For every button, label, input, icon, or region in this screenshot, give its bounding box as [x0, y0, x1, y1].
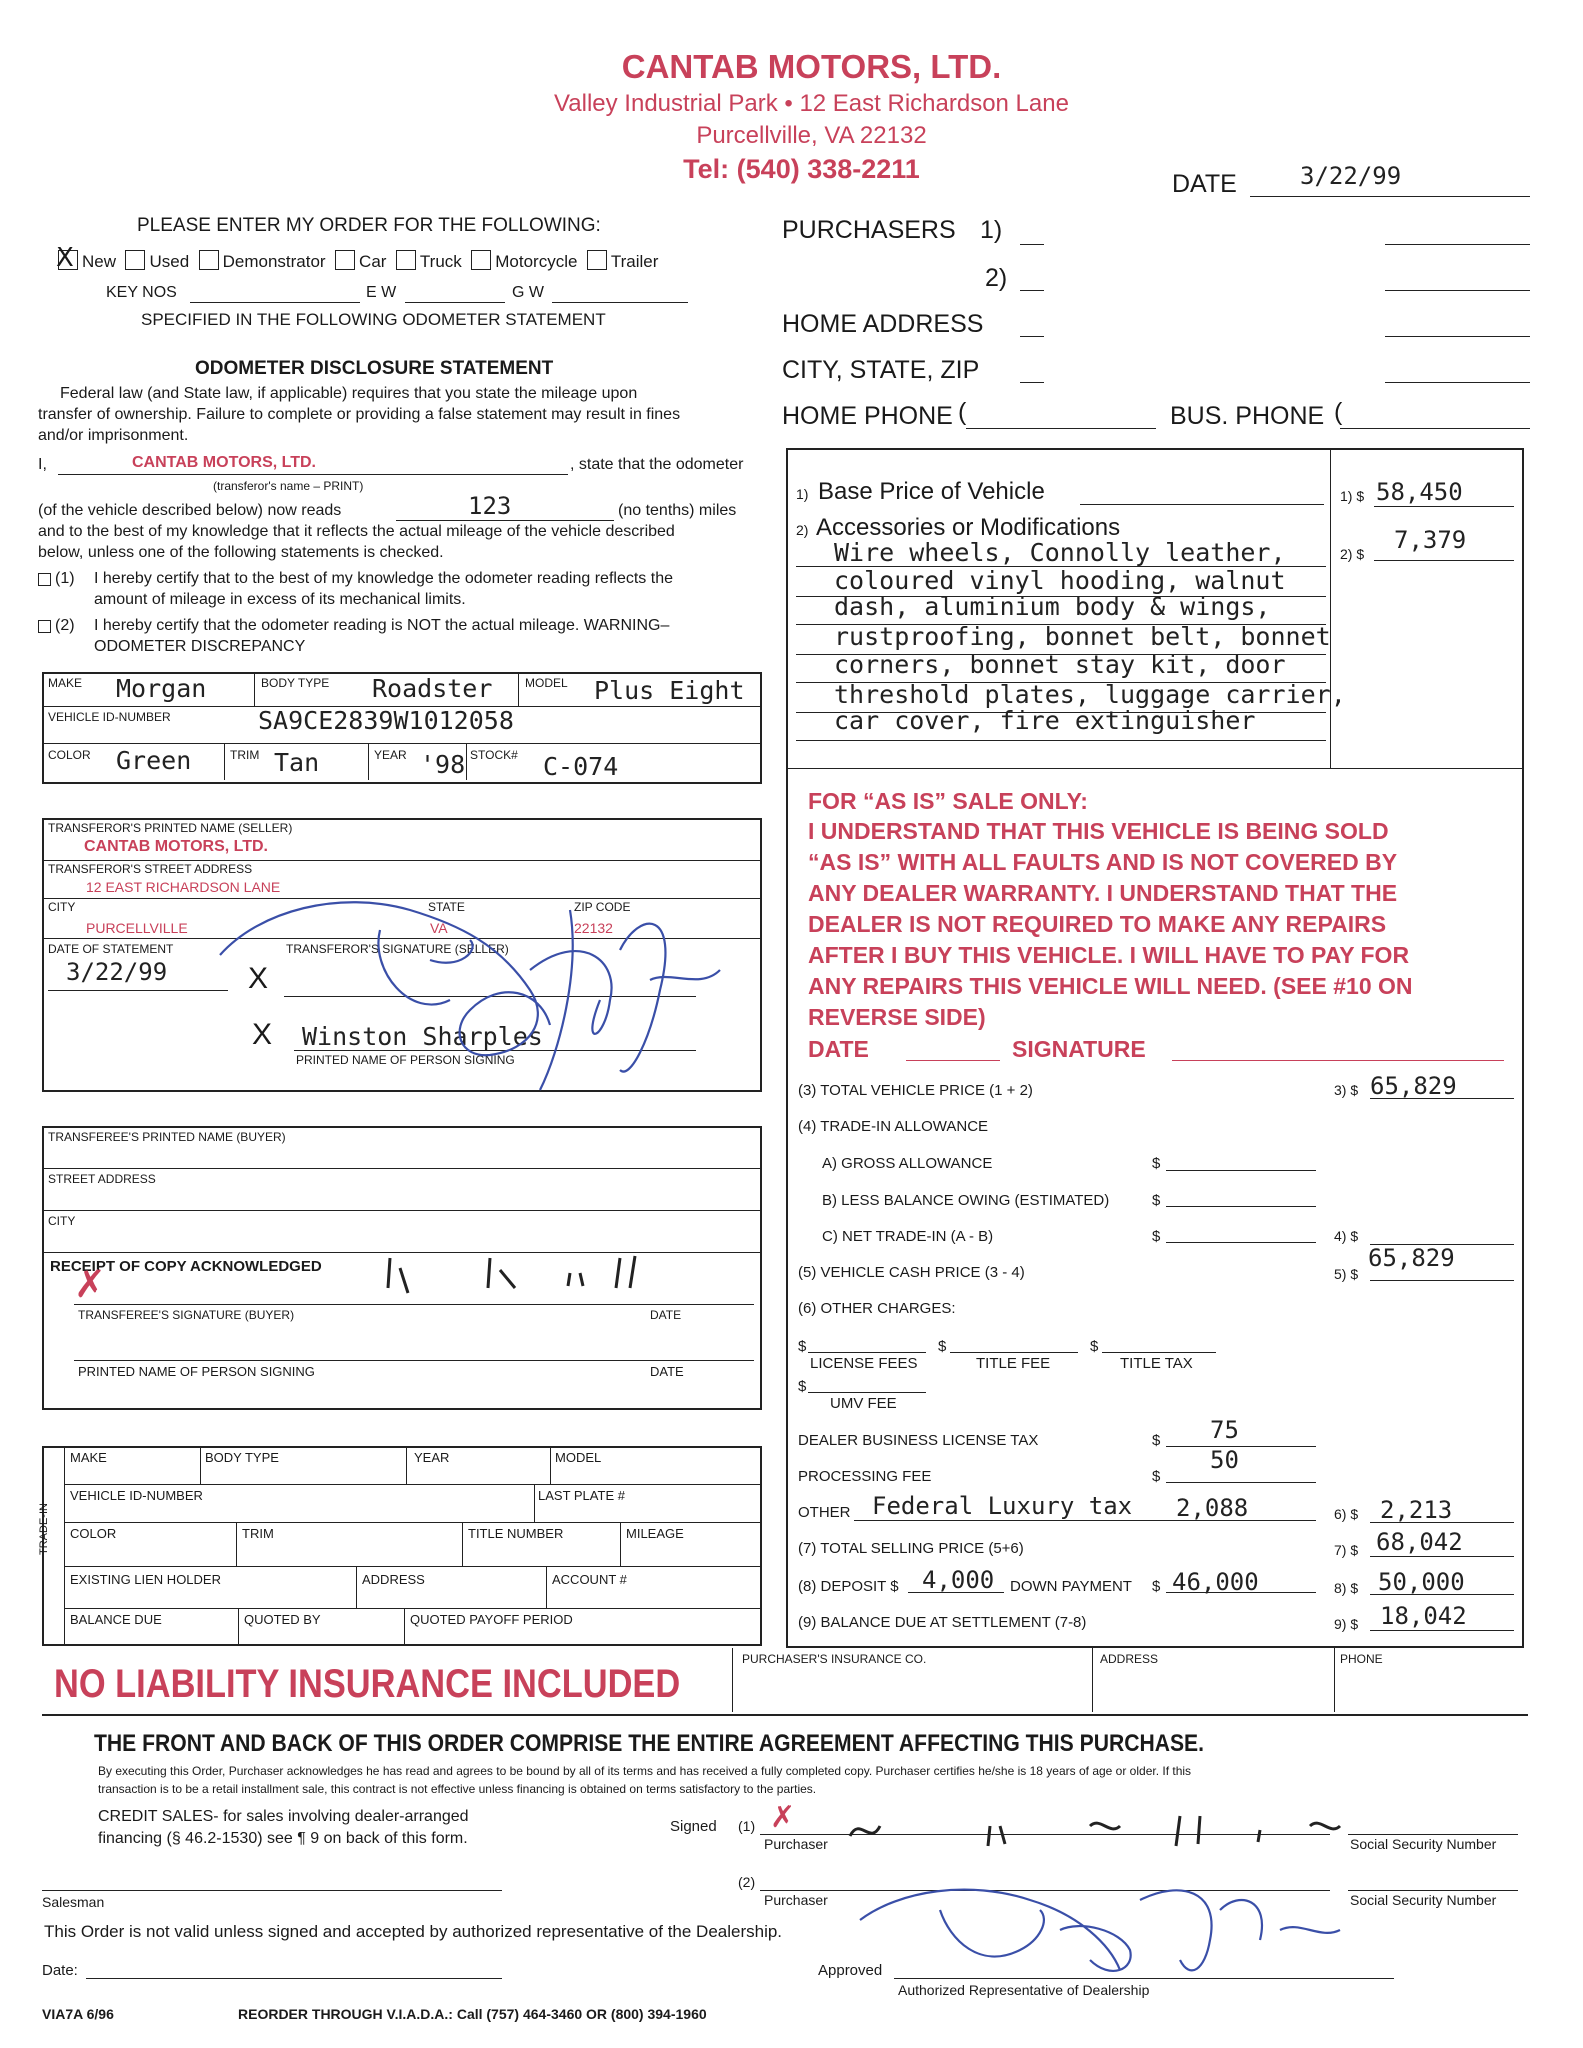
deposit-line	[908, 1592, 1004, 1593]
purchaser-2-num: (2)	[738, 1874, 756, 1890]
vehicle-col-sep-5	[466, 743, 467, 780]
vin-label: VEHICLE ID-NUMBER	[48, 710, 171, 724]
make-value[interactable]: Morgan	[116, 674, 207, 703]
acc-line[interactable]: corners, bonnet stay kit, door	[834, 650, 1286, 679]
as-is-line: REVERSE SIDE)	[808, 1004, 986, 1030]
buyer-name-label: TRANSFEREE'S PRINTED NAME (BUYER)	[48, 1130, 286, 1144]
balance-due-value[interactable]: 18,042	[1380, 1602, 1467, 1630]
seller-zip[interactable]: 22132	[574, 920, 613, 936]
date-value[interactable]: 3/22/99	[1300, 162, 1402, 190]
less-dollar: $	[1152, 1192, 1161, 1209]
as-is-line: ANY REPAIRS THIS VEHICLE WILL NEED. (SEE #10 ON	[808, 973, 1413, 999]
deposit-label: (8) DEPOSIT $	[798, 1578, 899, 1595]
checkbox-new[interactable]: X New	[56, 243, 117, 273]
title-fee-label: TITLE FEE	[976, 1355, 1051, 1372]
vin-value[interactable]: SA9CE2839W1012058	[258, 706, 514, 735]
tradein-color-label: COLOR	[70, 1526, 117, 1541]
title-tax-dollar: $	[1090, 1338, 1099, 1355]
tradein-model-label: MODEL	[555, 1450, 602, 1465]
total-vehicle-value[interactable]: 65,829	[1370, 1072, 1457, 1100]
color-value[interactable]: Green	[116, 746, 192, 775]
dealer-tax-value[interactable]: 75	[1210, 1416, 1239, 1444]
home-address-line[interactable]	[1020, 336, 1044, 337]
seller-state-label: STATE	[428, 900, 465, 914]
cash-price-label: (5) VEHICLE CASH PRICE (3 - 4)	[798, 1264, 1025, 1281]
license-fees-label: LICENSE FEES	[810, 1355, 918, 1372]
other-total-ref: 6) $	[1334, 1506, 1359, 1522]
license-fees-line[interactable]	[808, 1352, 926, 1353]
insurance-sep-2	[1092, 1648, 1093, 1712]
date-line	[1250, 196, 1530, 197]
model-label: MODEL	[525, 676, 568, 690]
buyer-printed-line[interactable]	[74, 1360, 754, 1361]
home-phone-label: HOME PHONE	[782, 402, 953, 430]
purchaser-1-label: 1)	[980, 216, 1003, 244]
home-address-line-b	[1385, 336, 1530, 337]
base-price-line-left	[1080, 504, 1324, 505]
agreement-text-2: transaction is to be a retail installment sale, this contract is not effective unless financing is obtained on terms satisfactory to the parties.	[98, 1782, 817, 1796]
checkbox-demonstrator[interactable]: Demonstrator	[199, 252, 326, 271]
umv-fee-line[interactable]	[808, 1392, 926, 1393]
ew-label: E W	[366, 284, 397, 301]
tradein-vin-label: VEHICLE ID-NUMBER	[70, 1488, 203, 1503]
tradein-col-sep-2	[406, 1446, 407, 1484]
stmt1-text-a: I hereby certify that to the best of my knowledge the odometer reading reflects the	[94, 570, 673, 587]
acc-line[interactable]: coloured vinyl hooding, walnut	[834, 566, 1286, 595]
base-price-line	[1374, 506, 1514, 507]
net-tradein-label: C) NET TRADE-IN (A - B)	[822, 1228, 994, 1245]
acc-ref: 2) $	[1340, 546, 1365, 562]
seller-street[interactable]: 12 EAST RICHARDSON LANE	[86, 879, 281, 895]
home-phone-line[interactable]	[966, 428, 1156, 429]
tradein-title-label: TITLE NUMBER	[468, 1526, 564, 1541]
less-balance-line[interactable]	[1166, 1206, 1316, 1207]
buyer-street-label: STREET ADDRESS	[48, 1172, 156, 1186]
balance-ref: 9) $	[1334, 1616, 1359, 1632]
tradein-col-sep-5	[236, 1522, 237, 1566]
trim-value[interactable]: Tan	[274, 748, 320, 777]
odometer-reading[interactable]: 123	[468, 492, 512, 520]
key-nos-label: KEY NOS	[106, 284, 177, 301]
acc-rule-7	[796, 740, 1326, 741]
net-dollar: $	[1152, 1228, 1161, 1245]
gw-line	[552, 302, 688, 303]
tradein-lien-label: EXISTING LIEN HOLDER	[70, 1572, 221, 1587]
base-ref: 1) $	[1340, 488, 1365, 504]
less-balance-label: B) LESS BALANCE OWING (ESTIMATED)	[822, 1192, 1110, 1209]
vehicle-col-sep-3	[224, 743, 225, 780]
purchasers-label: PURCHASERS	[782, 216, 956, 244]
model-value[interactable]: Plus Eight	[594, 676, 745, 705]
vehicle-col-sep-4	[368, 743, 369, 780]
tradein-last-plate-label: LAST PLATE #	[538, 1488, 625, 1503]
agreement-date-line[interactable]	[86, 1978, 502, 1979]
tradein-col-sep-1	[200, 1446, 201, 1484]
purchaser-1-line[interactable]	[1020, 244, 1044, 245]
accessories-line	[1374, 560, 1514, 561]
deposit-total-value[interactable]: 50,000	[1378, 1568, 1465, 1596]
other-description[interactable]: Federal Luxury tax	[872, 1492, 1133, 1520]
checkbox-trailer[interactable]: Trailer	[587, 252, 659, 271]
vehicle-row-sep-2	[42, 743, 760, 744]
acc-num: 2)	[796, 522, 809, 538]
dealer-address-1: Valley Industrial Park • 12 East Richardson Lane	[554, 90, 1069, 117]
other-line	[854, 1520, 1316, 1521]
pricing-row-sep	[786, 768, 1522, 769]
seller-signature-x: X	[248, 962, 269, 995]
odometer-i-label: I,	[38, 456, 47, 473]
acc-line[interactable]: threshold plates, luggage carrier,	[834, 680, 1346, 709]
acc-rule-2	[796, 596, 1326, 597]
odometer-reading-line	[396, 520, 614, 521]
purchaser-2-label: 2)	[985, 264, 1008, 292]
color-label: COLOR	[48, 748, 91, 762]
stmt1-text-b: amount of mileage in excess of its mechanical limits.	[94, 591, 466, 608]
seller-zip-label: ZIP CODE	[574, 900, 631, 914]
authorized-rep-label: Authorized Representative of Dealership	[898, 1982, 1150, 1998]
specified-text: SPECIFIED IN THE FOLLOWING ODOMETER STATEMENT	[141, 310, 606, 329]
dealer-tax-dollar: $	[1152, 1432, 1161, 1449]
seller-signature-label: TRANSFEROR'S SIGNATURE (SELLER)	[286, 942, 509, 956]
purchaser-1-ssn-line[interactable]	[1348, 1834, 1518, 1835]
no-tenths-text: (no tenths) miles	[618, 502, 737, 519]
acc-rule-5	[796, 682, 1326, 683]
purchaser-1-label: Purchaser	[764, 1836, 828, 1852]
down-payment-label: DOWN PAYMENT	[1010, 1578, 1132, 1595]
acc-line[interactable]: car cover, fire extinguisher	[834, 706, 1256, 735]
year-label: YEAR	[374, 748, 407, 762]
approved-label: Approved	[818, 1962, 883, 1979]
key-nos-line	[190, 302, 360, 303]
down-payment-line	[1166, 1592, 1316, 1593]
statement-date[interactable]: 3/22/99	[66, 958, 168, 986]
of-vehicle-text: (of the vehicle described below) now reads	[38, 502, 342, 519]
agreement-rule	[42, 1714, 1528, 1716]
dealer-tax-line	[1166, 1446, 1316, 1447]
as-is-title: FOR “AS IS” SALE ONLY:	[808, 788, 1088, 814]
tradein-trim-label: TRIM	[242, 1526, 274, 1541]
checkbox-truck[interactable]: Truck	[396, 252, 462, 271]
balance-due-label: (9) BALANCE DUE AT SETTLEMENT (7-8)	[798, 1614, 1087, 1631]
buyer-printed-date-label: DATE	[650, 1364, 684, 1379]
agreement-heading: THE FRONT AND BACK OF THIS ORDER COMPRISE THE ENTIRE AGREEMENT AFFECTING THIS PURCHASE.	[94, 1730, 1204, 1757]
purchaser-1-line-b	[1385, 244, 1530, 245]
insurance-sep-3	[1334, 1648, 1335, 1712]
tradein-side-label: TRADE-IN	[38, 1503, 50, 1555]
stmt2-text-a: I hereby certify that the odometer reading is NOT the actual mileage. WARNING–	[94, 617, 670, 634]
buyer-partial-signature	[380, 1248, 680, 1318]
umv-dollar: $	[798, 1378, 807, 1395]
home-phone-paren: (	[958, 398, 967, 426]
selling-ref: 7) $	[1334, 1542, 1359, 1558]
balance-due-line	[1370, 1630, 1514, 1631]
acc-rule-6	[796, 712, 1326, 713]
seller-city[interactable]: PURCELLVILLE	[86, 920, 188, 936]
processing-dollar: $	[1152, 1468, 1161, 1485]
credit-sales-1: CREDIT SALES- for sales involving dealer-arranged	[98, 1808, 469, 1825]
date-label: DATE	[1172, 170, 1237, 198]
odometer-title: ODOMETER DISCLOSURE STATEMENT	[195, 358, 554, 379]
city-state-zip-line-b	[1385, 382, 1530, 383]
seller-signature-scribble	[200, 850, 740, 1110]
buyer-row-sep-2	[42, 1210, 760, 1211]
total-vehicle-line	[1370, 1098, 1514, 1099]
salesman-label: Salesman	[42, 1894, 105, 1910]
acc-rule-3	[796, 624, 1326, 625]
body-type-value[interactable]: Roadster	[372, 674, 493, 703]
dealer-tax-label: DEALER BUSINESS LICENSE TAX	[798, 1432, 1039, 1449]
total-vehicle-ref: 3) $	[1334, 1082, 1359, 1098]
year-value[interactable]: '98	[420, 750, 466, 779]
as-is-signature-line[interactable]	[1172, 1060, 1504, 1061]
stock-label: STOCK#	[470, 748, 518, 762]
printed-name-label: PRINTED NAME OF PERSON SIGNING	[296, 1053, 515, 1067]
insurance-co-label: PURCHASER'S INSURANCE CO.	[742, 1652, 927, 1666]
processing-fee-label: PROCESSING FEE	[798, 1468, 932, 1485]
as-is-line: AFTER I BUY THIS VEHICLE. I WILL HAVE TO PAY FOR	[808, 942, 1410, 968]
bus-phone-label: BUS. PHONE	[1170, 402, 1325, 430]
city-state-zip-line[interactable]	[1020, 382, 1044, 383]
other-charges-label: (6) OTHER CHARGES:	[798, 1300, 956, 1317]
ew-line	[405, 302, 505, 303]
as-is-line: DEALER IS NOT REQUIRED TO MAKE ANY REPAIRS	[808, 911, 1387, 937]
body-type-label: BODY TYPE	[261, 676, 330, 690]
checkbox-motorcycle[interactable]: Motorcycle	[471, 252, 577, 271]
tradein-col-sep-10	[238, 1608, 239, 1644]
purchaser-1-num: (1)	[738, 1818, 756, 1834]
purchaser-2-label: Purchaser	[764, 1892, 828, 1908]
processing-fee-value[interactable]: 50	[1210, 1446, 1239, 1474]
cash-price-value[interactable]: 65,829	[1368, 1244, 1455, 1272]
pricing-col-sep	[1330, 448, 1331, 768]
tradein-col-sep-6	[462, 1522, 463, 1566]
tradein-body-label: BODY TYPE	[205, 1450, 279, 1465]
purchaser-2-ssn-label: Social Security Number	[1350, 1892, 1497, 1908]
umv-fee-label: UMV FEE	[830, 1395, 897, 1412]
gross-allowance-label: A) GROSS ALLOWANCE	[822, 1155, 993, 1172]
title-tax-line[interactable]	[1102, 1352, 1216, 1353]
seller-city-label: CITY	[48, 900, 76, 914]
other-amount[interactable]: 2,088	[1176, 1494, 1249, 1522]
total-vehicle-label: (3) TOTAL VEHICLE PRICE (1 + 2)	[798, 1082, 1033, 1099]
agreement-text-1: By executing this Order, Purchaser acknowledges he has read and agrees to be bound by all of its terms and has received a fully completed copy. Purchaser certifies he/she is 18 years of age or older. If this	[98, 1764, 1192, 1778]
printed-signer-x: X	[252, 1018, 273, 1051]
buyer-city-label: CITY	[48, 1214, 76, 1228]
acc-line[interactable]: dash, aluminium body & wings,	[834, 592, 1271, 621]
bus-phone-paren: (	[1334, 398, 1343, 426]
home-address-label: HOME ADDRESS	[782, 310, 984, 338]
purchaser-partial-signature	[840, 1796, 1360, 1856]
tradein-mileage-label: MILEAGE	[626, 1526, 684, 1541]
tradein-account-label: ACCOUNT #	[552, 1572, 627, 1587]
transferor-line	[58, 474, 568, 475]
tradein-col-sep-9	[546, 1566, 547, 1608]
agreement-date-label: Date:	[42, 1962, 78, 1979]
dealer-tel: Tel: (540) 338-2211	[683, 154, 920, 184]
tradein-col-sep-8	[356, 1566, 357, 1608]
as-is-line: I UNDERSTAND THAT THIS VEHICLE IS BEING SOLD	[808, 818, 1389, 844]
tradein-balance-label: BALANCE DUE	[70, 1612, 162, 1627]
tradein-allowance-label: (4) TRADE-IN ALLOWANCE	[798, 1118, 989, 1135]
odometer-law-2: transfer of ownership. Failure to complete or providing a false statement may result in fines	[38, 406, 681, 423]
reorder-text: REORDER THROUGH V.I.A.D.A.: Call (757) 464-3460 OR (800) 394-1960	[238, 2006, 707, 2022]
net-ref: 4) $	[1334, 1228, 1359, 1244]
knowledge-text-2: below, unless one of the following statements is checked.	[38, 544, 444, 561]
dealer-address-2: Purcellville, VA 22132	[696, 122, 927, 149]
other-total-value[interactable]: 2,213	[1380, 1496, 1453, 1524]
selling-price-value[interactable]: 68,042	[1376, 1528, 1463, 1556]
seller-street-label: TRANSFEROR'S STREET ADDRESS	[48, 862, 253, 876]
tradein-payoff-label: QUOTED PAYOFF PERIOD	[410, 1612, 573, 1627]
as-is-signature-label: SIGNATURE	[1012, 1036, 1146, 1062]
as-is-line: “AS IS” WITH ALL FAULTS AND IS NOT COVERED BY	[808, 849, 1398, 875]
as-is-line: ANY DEALER WARRANTY. I UNDERSTAND THAT THE	[808, 880, 1398, 906]
insurance-phone-label: PHONE	[1340, 1652, 1383, 1666]
as-is-date-label: DATE	[808, 1036, 869, 1062]
gross-allowance-line[interactable]	[1166, 1170, 1316, 1171]
odometer-state-that: , state that the odometer	[570, 456, 744, 473]
stock-value[interactable]: C-074	[543, 752, 619, 781]
dealer-approval-signature	[820, 1860, 1380, 1990]
seller-state[interactable]: VA	[430, 920, 448, 936]
title-fee-dollar: $	[938, 1338, 947, 1355]
acc-rule-1	[796, 566, 1326, 567]
salesman-line[interactable]	[42, 1890, 502, 1891]
acc-rule-4	[796, 654, 1326, 655]
other-label: OTHER	[798, 1504, 851, 1521]
title-tax-label: TITLE TAX	[1120, 1355, 1193, 1372]
net-tradein-line[interactable]	[1166, 1242, 1316, 1243]
tradein-col-sep-7	[620, 1522, 621, 1566]
base-num: 1)	[796, 486, 809, 502]
down-payment-value[interactable]: 46,000	[1172, 1568, 1259, 1596]
form-number: VIA7A 6/96	[42, 2006, 114, 2022]
title-fee-line[interactable]	[950, 1352, 1078, 1353]
odometer-statement-1[interactable]: (1)	[38, 570, 75, 588]
tradein-side-sep	[64, 1446, 65, 1644]
tradein-row-sep-1	[64, 1484, 760, 1485]
odometer-law-1: Federal law (and State law, if applicable) requires that you state the mileage upon	[60, 385, 638, 402]
other-total-line	[1370, 1522, 1514, 1523]
seller-name-label: TRANSFEROR'S PRINTED NAME (SELLER)	[48, 821, 293, 835]
vehicle-col-sep-1	[254, 672, 255, 706]
tradein-year-label: YEAR	[414, 1450, 450, 1465]
not-valid-text: This Order is not valid unless signed and accepted by authorized representative of the Dealership.	[44, 1922, 783, 1941]
acc-line[interactable]: rustproofing, bonnet belt, bonnet	[834, 622, 1331, 651]
insurance-sep-1	[732, 1648, 733, 1712]
signed-label: Signed	[670, 1818, 717, 1835]
tradein-col-sep-11	[404, 1608, 405, 1644]
buyer-signature-label: TRANSFEREE'S SIGNATURE (BUYER)	[78, 1308, 295, 1322]
purchaser-x-mark: ✗	[770, 1801, 796, 1834]
tradein-row-sep-4	[64, 1608, 760, 1609]
trim-label: TRIM	[230, 748, 260, 762]
odometer-transferor[interactable]: CANTAB MOTORS, LTD.	[132, 454, 316, 471]
vehicle-type-options	[56, 243, 659, 273]
cash-ref: 5) $	[1334, 1266, 1359, 1282]
deposit-total-line	[1370, 1594, 1514, 1595]
transferor-hint: (transferor's name – PRINT)	[213, 479, 364, 493]
processing-fee-line	[1166, 1482, 1316, 1483]
tradein-row-sep-3	[64, 1566, 760, 1567]
down-dollar: $	[1152, 1578, 1161, 1595]
cash-price-line	[1370, 1280, 1514, 1281]
buyer-date-label: DATE	[650, 1308, 682, 1322]
tradein-make-label: MAKE	[70, 1450, 107, 1465]
base-price-value[interactable]: 58,450	[1376, 478, 1463, 506]
deposit-value[interactable]: 4,000	[922, 1566, 995, 1594]
make-label: MAKE	[48, 676, 83, 690]
city-state-zip-label: CITY, STATE, ZIP	[782, 356, 980, 384]
printed-signer[interactable]: Winston Sharples	[302, 1022, 543, 1051]
selling-price-line	[1370, 1556, 1514, 1557]
checkbox-car[interactable]: Car	[335, 252, 386, 271]
insurance-address-label: ADDRESS	[1100, 1652, 1159, 1666]
purchaser-2-line[interactable]	[1020, 290, 1044, 291]
dealer-name: CANTAB MOTORS, LTD.	[621, 48, 1002, 85]
selling-price-label: (7) TOTAL SELLING PRICE (5+6)	[798, 1540, 1024, 1557]
buyer-x-mark: ✗	[74, 1264, 106, 1306]
knowledge-text-1: and to the best of my knowledge that it reflects the actual mileage of the vehicle described	[38, 523, 675, 540]
gross-dollar: $	[1152, 1155, 1161, 1172]
tradein-col-sep-4	[534, 1484, 535, 1522]
deposit-total-ref: 8) $	[1334, 1580, 1359, 1596]
base-price-label: Base Price of Vehicle	[818, 478, 1045, 505]
acc-line[interactable]: Wire wheels, Connolly leather,	[834, 538, 1286, 567]
odometer-statement-2[interactable]: (2)	[38, 617, 75, 635]
as-is-date-line[interactable]	[906, 1060, 1000, 1061]
statement-date-label: DATE OF STATEMENT	[48, 942, 174, 956]
purchaser-2-line-b	[1385, 290, 1530, 291]
tradein-col-sep-3	[550, 1446, 551, 1484]
seller-name[interactable]: CANTAB MOTORS, LTD.	[84, 838, 268, 855]
tradein-address-label: ADDRESS	[362, 1572, 425, 1587]
tradein-quoted-by-label: QUOTED BY	[244, 1612, 321, 1627]
gw-label: G W	[512, 284, 544, 301]
odometer-law-3: and/or imprisonment.	[38, 427, 189, 444]
tradein-row-sep-2	[64, 1522, 760, 1523]
purchaser-1-ssn-label: Social Security Number	[1350, 1836, 1497, 1852]
bus-phone-line[interactable]	[1340, 428, 1530, 429]
buyer-printed-label: PRINTED NAME OF PERSON SIGNING	[78, 1364, 315, 1379]
order-heading: PLEASE ENTER MY ORDER FOR THE FOLLOWING:	[137, 215, 601, 236]
no-insurance-banner: NO LIABILITY INSURANCE INCLUDED	[54, 1662, 681, 1706]
receipt-acknowledged: RECEIPT OF COPY ACKNOWLEDGED	[50, 1258, 322, 1275]
vehicle-col-sep-2	[518, 672, 519, 706]
stmt2-text-b: ODOMETER DISCREPANCY	[94, 638, 306, 655]
credit-sales-2: financing (§ 46.2-1530) see ¶ 9 on back of this form.	[98, 1830, 468, 1847]
license-dollar: $	[798, 1338, 807, 1355]
buyer-row-sep-1	[42, 1168, 760, 1169]
accessories-label: Accessories or Modifications	[816, 514, 1121, 541]
checkbox-used[interactable]: Used	[125, 252, 189, 271]
accessories-value[interactable]: 7,379	[1394, 526, 1467, 554]
